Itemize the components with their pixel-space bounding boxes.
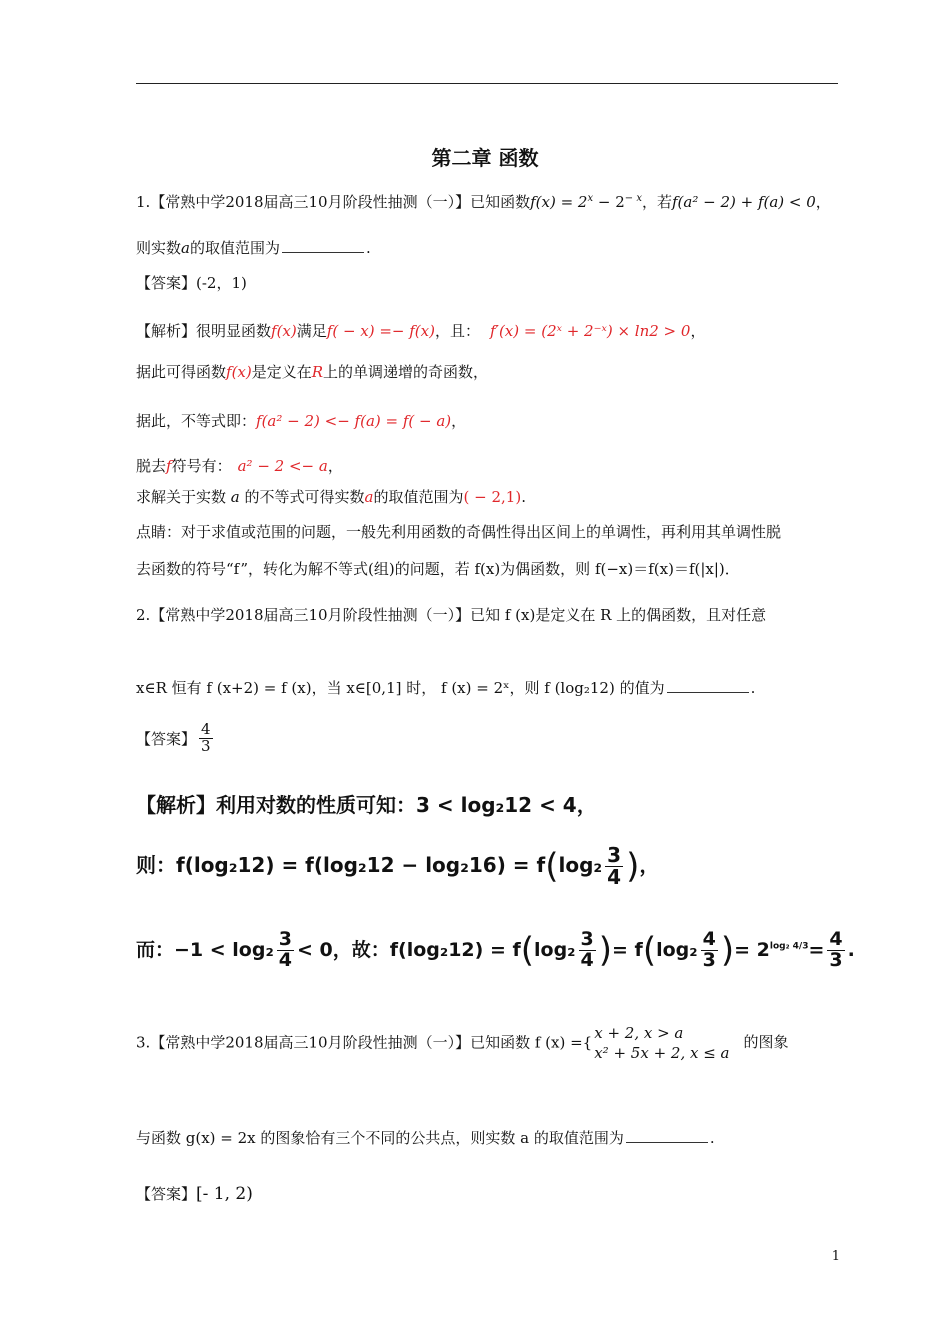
q1-line2-text: 则实数: [136, 239, 182, 257]
q2-step1-frac: [605, 845, 623, 888]
q1-stem-text: 已知函数: [470, 193, 531, 211]
q3-source: 【常熟中学2018届高三10月阶段性抽测（一）】: [150, 1033, 471, 1052]
answer-label-2: 【答案】: [136, 729, 197, 748]
q3-line2: 与函数 g(x) = 2x 的图象恰有三个不同的公共点，则实数 a 的取值范围为 .: [136, 1129, 715, 1147]
analysis-label: 【解析】: [136, 322, 197, 340]
q3-number: 3.: [136, 1033, 151, 1052]
q2-step1-num: 3: [607, 843, 622, 867]
q1-comma-if: ，若: [641, 193, 672, 211]
q2-line2: x∈R 恒有 f (x+2) = f (x)，当 x∈[0,1] 时， f (x) = 2ˣ，则 f (log₂12) 的值为 .: [136, 679, 756, 697]
q2-ans-den: 3: [201, 736, 211, 755]
q1-number: 1.: [136, 193, 151, 211]
q1-line-b-2: 是定义在: [251, 363, 312, 381]
page-number: 1: [831, 1249, 840, 1264]
q1-line-e-1: 求解关于实数: [136, 488, 227, 506]
q3-stem-text: 已知函数 f (x) ={: [470, 1033, 593, 1052]
q2-step2-frac2-num: 3: [580, 928, 594, 950]
q1-fx-2: f(x): [226, 363, 252, 381]
q2-step2-frac3-den: 3: [702, 948, 716, 971]
header-rule: [136, 83, 838, 84]
q1-analysis-3: 据此，不等式即：f(a² − 2) <− f(a) = f( − a)，: [136, 412, 467, 430]
q1-inequality: f(a² − 2) + f(a) < 0: [671, 193, 816, 211]
q3-line2-text: 与函数 g(x) = 2x 的图象恰有三个不同的公共点，则实数 a 的取值范围为: [136, 1129, 624, 1147]
q1-R: R: [311, 363, 324, 381]
q1-function-def: f(x) = 2: [530, 193, 588, 211]
q2-answer: [136, 722, 216, 755]
q2-analysis: 【解析】利用对数的性质可知：3 < log₂12 < 4，: [136, 793, 597, 817]
q1-line-d-1: 脱去: [136, 457, 167, 475]
q1-exp-negx: − x: [624, 193, 642, 204]
q3-answer-value: [- 1, 2): [196, 1184, 253, 1204]
q1-analysis-1a: 很明显函数: [196, 322, 272, 340]
q2-ans-num: 4: [201, 720, 211, 738]
q2-step2-frac2-den: 4: [580, 948, 594, 971]
q2-stem: [136, 604, 766, 625]
q1-var-a-2: a: [230, 488, 240, 506]
q3-stem: [136, 1023, 789, 1064]
q2-line2-text: x∈R 恒有 f (x+2) = f (x)，当 x∈[0,1] 时， f (x) = 2ˣ，则 f (log₂12) 的值为: [136, 679, 665, 697]
q2-step2-exp: log₂ 4/3: [769, 941, 809, 952]
q3-case1: x + 2, x > a: [594, 1024, 684, 1042]
q2-step1: 则：f(log₂12) = f(log₂12 − log₂16) = f(log₂ $\frac{3}{4}$ )，: [136, 843, 660, 889]
q1-derivative: f′(x) = (2ˣ + 2⁻ˣ) × ln2 > 0: [490, 322, 691, 340]
q1-answer-value: (-2，1): [196, 274, 247, 292]
q3-answer-blank: [626, 1130, 708, 1143]
q1-line-c-1: 据此，不等式即：: [136, 412, 257, 430]
q1-analysis-4: 脱去f符号有： a² − 2 <− a，: [136, 457, 343, 475]
chapter-title: 第二章 函数: [431, 146, 539, 170]
q2-step2-res-num: 4: [829, 928, 843, 950]
q1-f-red: f: [166, 457, 172, 475]
answer-label-3: 【答案】: [136, 1185, 197, 1203]
q2-answer-blank: [667, 680, 749, 693]
q1-tip-2: 去函数的符号“f”，转化为解不等式(组)的问题，若 f(x)为偶函数，则 f(−x)＝f(x)＝f(|x|)．: [136, 560, 740, 578]
q1-minus-two: − 2: [593, 193, 625, 211]
q2-step2-frac1-den: 4: [278, 948, 293, 971]
q2-step2-b: < 0，故：f(log₂12) = f: [297, 938, 521, 961]
q1-line2-b: 的取值范围为: [189, 239, 280, 257]
q1-line-d-2: 符号有：: [171, 457, 232, 475]
q2-step1-a: 则：f(log₂12) = f(log₂12 − log₂16) = f: [136, 853, 546, 877]
q1-source: 【常熟中学2018届高三10月阶段性抽测（一）】: [150, 193, 471, 211]
q3-answer: [136, 1183, 253, 1204]
q1-analysis-2: [136, 361, 488, 382]
q1-answer: [136, 272, 247, 293]
q2-step2-e: =: [808, 938, 825, 961]
q2-stem-text: 已知 f (x)是定义在 R 上的偶函数，且对任意: [470, 606, 767, 624]
q1-range-red: ( − 2,1): [463, 488, 522, 506]
q1-analysis-5: 求解关于实数 a 的不等式可得实数a的取值范围为( − 2,1).: [136, 488, 526, 506]
q2-step2-frac1-num: 3: [278, 928, 293, 950]
q1-analysis-1c: ，且：: [434, 322, 480, 340]
q2-step1-den: 4: [607, 865, 622, 889]
q1-stem-line2: 则实数a的取值范围为 .: [136, 239, 371, 257]
q1-ineq2-red: a² − 2 <− a: [237, 457, 328, 475]
q2-step2: 而：−1 < log₂ $\frac{3}{4}$ < 0，故：f(log₂12) = f(log₂ $\frac{3}{4}$ )= f(log₂ $\frac{4}{3}$ )= $2^{log_2 4/3}=$ $\frac{4}{3}$ .: [136, 928, 855, 971]
q1-var-a-3: a: [364, 488, 374, 506]
q1-exp-x: x: [587, 193, 594, 204]
q1-stem: 1.【常熟中学2018届高三10月阶段性抽测（一）】已知函数$f(x) = 2^x - 2^{- x}$，若f(a² − 2) + f(a) < 0，: [136, 193, 831, 211]
q1-analysis-1b: 满足: [296, 322, 327, 340]
q1-line-b-3: 上的单调递增的奇函数，: [323, 363, 489, 381]
q1-line-b-1: 据此可得函数: [136, 363, 227, 381]
q1-fx: f(x): [271, 322, 297, 340]
q1-analysis-1: 【解析】很明显函数f(x)满足f( − x) =− f(x)，且： f′(x) = (2ˣ + 2⁻ˣ) × ln2 > 0，: [136, 322, 706, 340]
q1-tip-1: 点睛：对于求值或范围的问题，一般先利用函数的奇偶性得出区间上的单调性，再利用其单调性脱: [136, 523, 782, 541]
q2-step2-frac3-num: 4: [702, 928, 716, 950]
q1-line-e-3: 的取值范围为: [373, 488, 464, 506]
answer-label: 【答案】: [136, 274, 197, 292]
q1-line-e-2: 的不等式可得实数: [244, 488, 365, 506]
q1-odd-property: f( − x) =− f(x): [326, 322, 435, 340]
q2-number: 2.: [136, 606, 151, 624]
q2-step2-res-den: 3: [829, 948, 843, 971]
q2-step2-a: 而：−1 < log₂: [136, 938, 274, 961]
q2-answer-fraction: [199, 722, 213, 755]
q2-step2-c: = f: [612, 938, 643, 961]
q3-stem-end: 的图象: [743, 1033, 789, 1052]
q1-answer-blank: [282, 240, 364, 253]
q1-ineq-red: f(a² − 2) <− f(a) = f( − a): [256, 412, 452, 430]
q1-var-a: a: [181, 239, 190, 257]
q2-step2-d: = 2: [734, 938, 770, 961]
q3-case2: x² + 5x + 2, x ≤ a: [594, 1044, 730, 1063]
q2-source: 【常熟中学2018届高三10月阶段性抽测（一）】: [150, 606, 471, 624]
q3-piecewise: [594, 1023, 729, 1064]
